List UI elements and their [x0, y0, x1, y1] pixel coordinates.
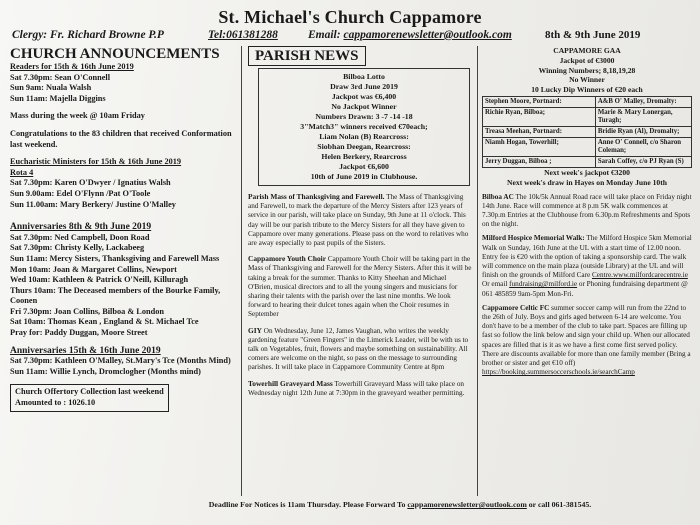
anniversary-item: Mon 10am: Joan & Margaret Collins, Newport	[10, 264, 177, 274]
parish-news-column	[248, 46, 472, 398]
gaa-line: Jackpot of €3000	[559, 55, 615, 65]
table-row	[483, 107, 692, 126]
rota-label: Rota 4	[10, 167, 34, 177]
table-row	[483, 156, 692, 167]
phone-number: Tel:061381288	[208, 29, 278, 41]
bilboa-ac-notice	[482, 193, 692, 230]
lotto-line: Siobhan Deegan, Rearcross:	[317, 142, 411, 151]
table-row	[483, 96, 692, 107]
table-cell: Sarah Coffey, c/o PJ Ryan (S)	[595, 156, 691, 167]
congratulations-note: Congratulations to the 83 children that received Conformation last weekend.	[10, 128, 232, 149]
notice-title: GIY	[248, 325, 262, 335]
offertory-box	[10, 384, 169, 411]
lotto-line: 10th of June 2019 in Clubhouse.	[310, 172, 418, 181]
reader-item: Sun 11am: Majella Diggins	[10, 93, 106, 103]
table-row	[483, 137, 692, 156]
ministers-heading: Eucharistic Ministers for 15th & 16th June 2019	[10, 157, 182, 167]
church-announcements-heading: CHURCH ANNOUNCEMENTS	[10, 46, 220, 62]
notice-title: Towerhill Graveyard Mass	[248, 378, 333, 388]
lucky-dip-table	[482, 96, 692, 168]
lotto-line: Jackpot €6,600	[339, 162, 389, 171]
hospice-walk-notice	[482, 234, 692, 298]
thanksgiving-mass-notice	[248, 192, 472, 248]
soccer-camp-link[interactable]: https://booking.summersoccerschools.ie/searchCamp	[482, 368, 635, 377]
notice-title: Bilboa AC	[482, 192, 514, 201]
anniversary-item: Pray for: Paddy Duggan, Moore Street	[10, 328, 148, 338]
anniversary-item: Sat 7.30pm: Ned Campbell, Doon Road	[10, 232, 150, 242]
lotto-line: Draw 3rd June 2019	[330, 82, 398, 91]
issue-date: 8th & 9th June 2019	[545, 29, 641, 41]
notice-text: summer soccer camp will run from the 22nd to the 26th of July. Boys and girls aged between 6-14 are welcome. You don't have to be a member of the club to take part. Spaces are filling up fast so follow the link below and sign your child up. When our allocated spaces are filled that is it as we have a first come first served policy. There are discounts available for more than one family member (Bring a brother or sister and get €10 off)	[482, 303, 691, 368]
anniversaries-2-heading: Anniversaries 15th & 16th June 2019	[10, 345, 161, 356]
lotto-results-box	[258, 68, 470, 186]
church-announcements-column	[10, 46, 232, 412]
notice-title: Cappamore Celtic FC	[482, 303, 550, 312]
anniversary-item: Sat 7.30pm: Kathleen O'Malley, St.Mary's Tce (Months Mind)	[10, 356, 231, 366]
parish-news-heading: PARISH NEWS	[248, 46, 366, 66]
lotto-line: Helen Berkery, Rearcross	[321, 152, 407, 161]
table-cell: Richie Ryan, Bilboa;	[483, 107, 596, 126]
anniversary-item: Sat 10am: Thomas Kean , England & St. Michael Tce	[10, 317, 199, 327]
notice-text: The 10k/5k Annual Road race will take place on Friday night 14th June. Race will commence at 8 p.m 5K walk commences at 7.30p.m Entries at the Clubhouse from 6.30p.m Refreshments and Spots on the night.	[482, 192, 692, 229]
notice-text: Cappamore Youth Choir will be taking part in the Mass of Thanksgiving and Farewell for the Mercy Sisters. After this it will be taking a break for the summer. Thanks to Kitty Sheehan and Michael O'Brien, musical directors and to all the young singers and musicians for sharing their talents with the parish over the last nine months. We look forward to hearing their dulcet tones again when the Choir resumes in September	[248, 255, 472, 319]
mass-week-note: Mass during the week @ 10am Friday	[10, 111, 145, 121]
clergy-line: Clergy: Fr. Richard Browne P.P	[12, 29, 164, 41]
notice-title: Milford Hospice Memorial Walk:	[482, 234, 585, 243]
lotto-line: Numbers Drawn: 3 -7 -14 -18	[315, 112, 413, 121]
anniversary-item: Sun 11am: Willie Lynch, Dromclogher (Months mind)	[10, 366, 201, 376]
gaa-line: Winning Numbers; 8,18,19,28	[538, 65, 636, 75]
next-draw: Next week's draw in Hayes on Monday June 10th	[507, 177, 667, 187]
notice-title: Cappamore Youth Choir	[248, 254, 327, 264]
lotto-line: No Jackpot Winner	[331, 102, 397, 111]
footer-deadline	[120, 500, 680, 509]
reader-item: Sun 9am: Nuala Walsh	[10, 83, 92, 93]
table-cell: Stephen Moore, Portnard:	[483, 96, 596, 107]
table-cell: Treasa Meehan, Portnard:	[483, 126, 596, 137]
footer-text: Deadline For Notices is 11am Thursday. Please Forward To	[208, 500, 408, 509]
minister-item: Sat 7.30pm: Karen O'Dwyer / Ignatius Walsh	[10, 178, 171, 188]
gaa-results	[482, 46, 692, 95]
anniversaries-heading: Anniversaries 8th & 9th June 2019	[10, 222, 152, 233]
gaa-column	[482, 46, 692, 377]
offertory-amount: Amounted to : 1026.10	[15, 398, 96, 408]
anniversary-item: Fri 7.30pm: Joan Collins, Bilboa & London	[10, 306, 164, 316]
lotto-line: Jackpot was €6,400	[331, 92, 397, 101]
notice-text: The Milford Hospice 5km Memorial Walk on Sunday, 16th June at the UL with a start time of 12.00 noon. Entry fee is €20 with the option of taking a sponsorship card. The walk will commence on the main plaza (outside Library) at the UL and will finish on the grounds of Milford Care	[482, 234, 692, 280]
notice-text: The Mass of Thanksgiving and Farewell, to mark the departure of the Mercy Sisters after 123 years of service in our parish, will take place on Sunday, 9th June at 11 o'clock. This day will be our parish tribute to the Mercy Sisters for all they have given to Cappamore over many generations. Please pass on the word to relatives who are away especially to past pupils of the Sisters.	[248, 193, 469, 248]
minister-item: Sun 11.00am: Mary Berkery/ Justine O'Malley	[10, 199, 176, 209]
table-row	[483, 126, 692, 137]
column-divider	[477, 46, 478, 496]
table-cell: A&B O' Malley, Dromalty:	[595, 96, 691, 107]
fundraising-email-link[interactable]: fundraising@milford.ie	[509, 280, 578, 289]
email-line	[308, 29, 512, 41]
celtic-fc-notice	[482, 304, 692, 378]
email-address: cappamorenewsletter@outlook.com	[343, 29, 512, 41]
table-cell: Marie & Mary Lonergan, Turagh;	[595, 107, 691, 126]
lotto-line: Liam Nolan (B) Rearcross:	[319, 132, 409, 141]
anniversary-item: Sun 11am: Mercy Sisters, Thanksgiving and Farewell Mass	[10, 253, 220, 263]
footer-email: cappamorenewsletter@outlook.com	[407, 500, 527, 509]
notice-title: Parish Mass of Thanksgiving and Farewell.	[248, 192, 385, 201]
offertory-line: Church Offertory Collection last weekend	[15, 387, 164, 397]
gaa-line: No Winner	[569, 75, 605, 85]
reader-item: Sat 7.30pm: Sean O'Connell	[10, 72, 111, 82]
anniversary-item: Wed 10am: Kathleen & Patrick O'Neill, Killuragh	[10, 275, 189, 285]
notice-text: On Wednesday, June 12, James Vaughan, who writes the weekly gardening feature "Green Fingers" in the Limerick Leader, will be with us to talk on Vegetables, fruit, flowers and maybe something on sustainability. All comers are welcome on the night, so pass on the message to surrounding parishes. It will take place in Cappamore Community Centre at 8pm	[248, 326, 469, 372]
notice-text: Or email	[482, 280, 510, 289]
footer-text: or call 061-381545.	[526, 500, 592, 509]
table-cell: Bridie Ryan (Al), Dromalty;	[595, 126, 691, 137]
table-cell: Anne O' Connell, c/o Sharon Coleman;	[595, 137, 691, 156]
gaa-line: 10 Lucky Dip Winners of €20 each	[531, 85, 643, 95]
column-divider	[241, 46, 242, 496]
gaa-line: CAPPAMORE GAA	[553, 46, 621, 55]
readers-heading: Readers for 15th & 16th June 2019	[10, 62, 134, 71]
next-jackpot: Next week's jackpot €3200	[544, 167, 630, 177]
milford-website-link[interactable]: Centre.www.milfordcarecentre.ie	[592, 271, 688, 280]
anniversary-item: Thurs 10am: The Deceased members of the Bourke Family, Coonen	[10, 285, 221, 306]
email-label: Email:	[308, 29, 341, 41]
notice-text: or Phoning fundraising department @ 061 485859 9am-5pm Mon-Fri.	[482, 280, 688, 298]
graveyard-mass-notice	[248, 379, 472, 398]
anniversary-item: Sat 7.30pm: Christy Kelly, Lackabeeg	[10, 243, 145, 253]
notice-text: Towerhill Graveyard Mass will take place on Wednesday night 12th June at 7:30pm in the graveyard weather permitting.	[248, 379, 465, 397]
lotto-line: Bilboa Lotto	[343, 72, 385, 81]
page-title: St. Michael's Church Cappamore	[218, 7, 482, 27]
lotto-line: 3"Match3" winners received €70each;	[300, 122, 428, 131]
youth-choir-notice	[248, 254, 472, 319]
table-cell: Niamh Hogan, Towerhill;	[483, 137, 596, 156]
minister-item: Sun 9.00am: Edel O'Flynn /Pat O'Toole	[10, 188, 151, 198]
table-cell: Jerry Duggan, Bilboa ;	[483, 156, 596, 167]
giy-notice	[248, 326, 472, 373]
